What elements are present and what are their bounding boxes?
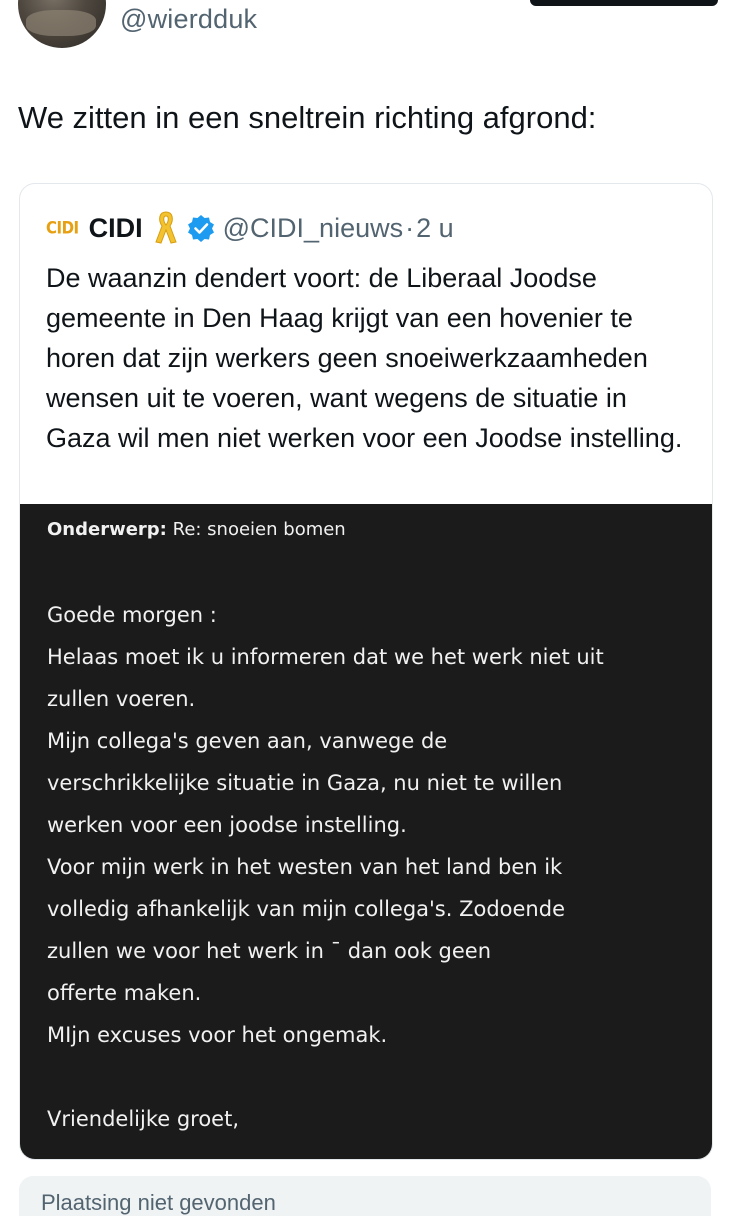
next-card-fragment: [19, 1176, 711, 1216]
email-body: [47, 594, 697, 1140]
email-blank-line: [47, 1056, 697, 1098]
next-card-text: Plaatsing niet gevonden: [41, 1190, 276, 1215]
email-line: verschrikkelijke situatie in Gaza, nu niet te willen: [47, 771, 563, 795]
email-line: Mijn collega's geven aan, vanwege de: [47, 729, 448, 753]
cidi-logo: CIDI: [46, 217, 79, 239]
email-line: offerte maken.: [47, 981, 202, 1005]
email-line: Goede morgen :: [47, 603, 217, 627]
top-bar-fragment: [530, 0, 718, 6]
yellow-ribbon-icon: [153, 210, 179, 246]
verified-badge-icon: [187, 214, 215, 242]
email-line: Vriendelijke groet,: [47, 1107, 240, 1131]
tweet-author-handle[interactable]: @wierdduk: [120, 4, 258, 34]
email-subject-label: Onderwerp:: [47, 519, 167, 540]
quoted-timestamp[interactable]: 2 u: [416, 212, 454, 243]
email-screenshot-image[interactable]: [20, 504, 712, 1159]
tweet-text: We zitten in een sneltrein richting afgrond:: [18, 100, 597, 135]
quoted-tweet-header: [46, 208, 454, 248]
email-line: Helaas moet ik u informeren dat we het werk niet uit: [47, 645, 604, 669]
separator-dot: ·: [405, 212, 415, 243]
avatar[interactable]: [18, 0, 106, 48]
email-line: werken voor een joodse instelling.: [47, 813, 407, 837]
email-line: zullen we voor het werk in ˉ dan ook geen: [47, 939, 492, 963]
email-line: Voor mijn werk in het westen van het land ben ik: [47, 855, 563, 879]
quoted-tweet-card[interactable]: [19, 183, 713, 1160]
email-subject-value: Re: snoeien bomen: [172, 519, 346, 540]
email-line: MIjn excuses voor het ongemak.: [47, 1023, 388, 1047]
quoted-tweet-text: De waanzin dendert voort: de Liberaal Joodse gemeente in Den Haag krijgt van een hovenier te horen dat zijn werkers geen snoeiwerkzaamheden wensen uit te voeren, want wegens de situatie in Gaza wil men niet werken voor een Joodse instelling.: [46, 263, 683, 453]
email-subject: [47, 519, 346, 540]
quoted-author-handle[interactable]: @CIDI_nieuws: [222, 212, 404, 243]
quoted-author-name[interactable]: CIDI: [88, 212, 143, 243]
email-line: volledig afhankelijk van mijn collega's. Zodoende: [47, 897, 565, 921]
email-line: zullen voeren.: [47, 687, 196, 711]
